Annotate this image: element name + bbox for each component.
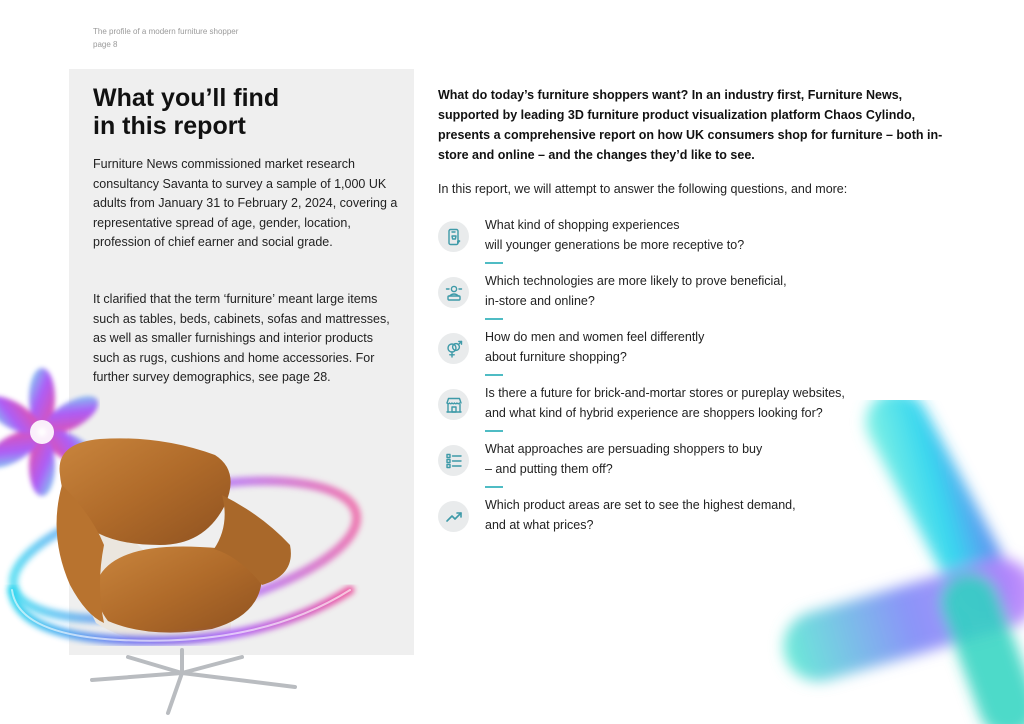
armchair-image <box>0 425 420 724</box>
question-line1: Which product areas are set to see the highest demand, <box>485 498 796 512</box>
panel-heading-line1: What you’ll find <box>93 84 280 112</box>
checklist-icon <box>438 445 469 476</box>
panel-heading-line2: in this report <box>93 112 246 140</box>
trending-up-icon <box>438 501 469 532</box>
question-line1: Is there a future for brick-and-mortar stores or pureplay websites, <box>485 386 845 400</box>
panel-heading <box>93 84 393 140</box>
running-title: The profile of a modern furniture shopper <box>93 27 239 36</box>
question-line2: in-store and online? <box>485 293 595 308</box>
list-item <box>438 328 938 384</box>
question-line2: and what kind of hybrid experience are shoppers looking for? <box>485 405 823 420</box>
question-line1: What approaches are persuading shoppers to buy <box>485 442 763 456</box>
list-item <box>438 216 938 272</box>
technology-person-icon <box>438 277 469 308</box>
question-line1: What kind of shopping experiences <box>485 218 680 232</box>
lead-sentence: In this report, we will attempt to answer the following questions, and more: <box>438 182 848 196</box>
methodology-paragraph: Furniture News commissioned market research consultancy Savanta to survey a sample of 1,000 UK adults from January 31 to February 2, 2024, covering a representative spread of age, gender, location, profession of chief earner and social grade. <box>93 157 398 249</box>
accent-rule <box>485 262 503 264</box>
page-header <box>93 25 238 51</box>
definition-paragraph: It clarified that the term ‘furniture’ meant large items such as tables, beds, cabinets, sofas and mattresses, as well as smaller furnishings and interior products such as rugs, cushions and home accessories. For further survey demographics, see page 28. <box>93 292 390 384</box>
question-line2: – and putting them off? <box>485 461 613 476</box>
gender-symbols-icon <box>438 333 469 364</box>
storefront-icon <box>438 389 469 420</box>
question-text <box>485 272 787 311</box>
question-text <box>485 328 704 367</box>
iridescent-shape-graphic <box>760 400 1024 724</box>
question-line1: How do men and women feel differently <box>485 330 705 344</box>
question-line2: will younger generations be more receptive to? <box>485 237 745 252</box>
intro-paragraph: What do today’s furniture shoppers want? In an industry first, Furniture News, supported by leading 3D furniture product visualization platform Chaos Cylindo, presents a comprehensive report on how UK consumers shop for furniture – both in-store and online – and the changes they’d like to see. <box>438 88 943 162</box>
accent-rule <box>485 486 503 488</box>
page-label: page 8 <box>93 40 118 49</box>
accent-rule <box>485 318 503 320</box>
question-line2: and at what prices? <box>485 517 594 532</box>
accent-rule <box>485 374 503 376</box>
list-item <box>438 272 938 328</box>
question-text <box>485 440 762 479</box>
question-text <box>485 216 744 255</box>
question-line1: Which technologies are more likely to prove beneficial, <box>485 274 787 288</box>
question-text <box>485 496 796 535</box>
question-line2: about furniture shopping? <box>485 349 627 364</box>
accent-rule <box>485 430 503 432</box>
mobile-shopping-icon <box>438 221 469 252</box>
